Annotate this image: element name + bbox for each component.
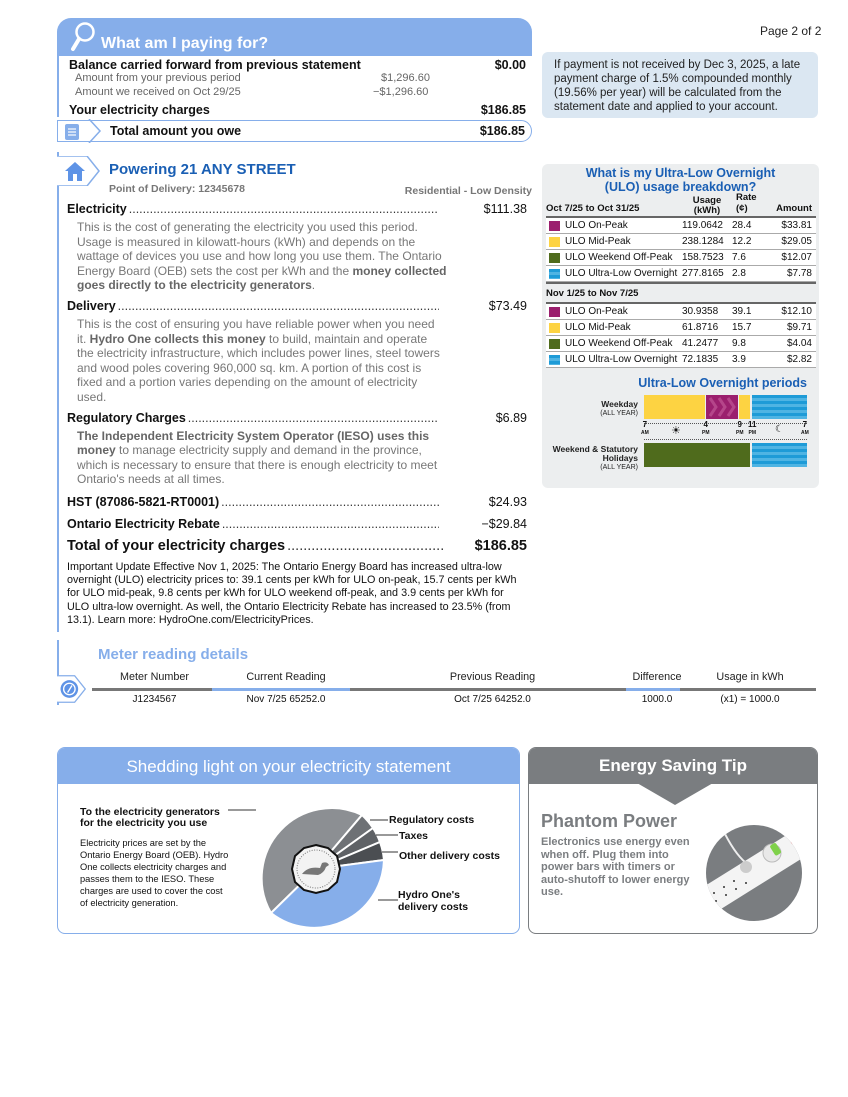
col-rate-header: Rate (¢)	[736, 192, 757, 214]
period-2-label: Nov 1/25 to Nov 7/25	[546, 282, 816, 302]
weekend-overnight-bar	[752, 443, 807, 467]
overnight-swatch-icon	[549, 269, 560, 279]
overnight-swatch-icon	[549, 355, 560, 365]
weekday-on-peak-bar	[706, 395, 738, 419]
generators-title: To the electricity generators for the electricity you use	[80, 806, 220, 829]
weekday-label: Weekday (ALL YEAR)	[600, 399, 638, 417]
hst-label: HST (87086-5821-RT0001)	[67, 494, 220, 509]
ulo-periods-title: Ultra-Low Overnight periods	[638, 376, 807, 390]
col-usage-header: Usage (kWh)	[692, 195, 722, 216]
rate-class: Residential - Low Density	[404, 185, 532, 197]
tip-header: Energy Saving Tip	[529, 748, 817, 784]
ulo-title: What is my Ultra-Low Overnight (ULO) usage breakdown?	[585, 166, 776, 194]
meter-value-row	[92, 691, 816, 707]
col-previous-reading: Previous Reading	[449, 671, 536, 683]
ulo-header-row	[546, 194, 816, 216]
total-charges-label: Total of your electricity charges	[67, 537, 286, 554]
difference: 1000.0	[641, 693, 673, 705]
electricity-line	[67, 202, 527, 216]
total-owe-bar	[57, 120, 532, 142]
total-charges-amount: $186.85	[474, 537, 527, 554]
shedding-light-box	[57, 747, 520, 934]
electricity-amount: $111.38	[483, 202, 527, 216]
period-1-label: Oct 7/25 to Oct 31/25	[546, 203, 640, 214]
weekend-swatch-icon	[549, 339, 560, 349]
regulatory-label: Regulatory Charges	[67, 410, 186, 425]
moon-icon: ☾	[775, 424, 784, 435]
received-row	[69, 86, 526, 100]
col-amount-header: Amount	[776, 203, 812, 214]
usage-kwh: (x1) = 1000.0	[720, 693, 780, 705]
col-usage: Usage in kWh	[716, 671, 784, 683]
col-meter-number: Meter Number	[120, 671, 189, 683]
weekday-mid-peak-bar-2	[739, 395, 750, 419]
ulo-row: ULO Mid-Peak 61.8716 15.7 $9.71	[546, 320, 816, 336]
section-border	[57, 202, 59, 632]
house-icon	[57, 156, 101, 186]
prev-period-label: Amount from your previous period	[75, 72, 241, 84]
regulatory-costs-label: Regulatory costs	[389, 814, 475, 826]
gauge-icon	[57, 674, 87, 704]
on-peak-swatch-icon	[549, 307, 560, 317]
ulo-row: ULO Ultra-Low Overnight 72.1835 3.9 $2.82	[546, 352, 816, 368]
balance-amount: $0.00	[494, 58, 526, 72]
weekend-off-peak-bar	[644, 443, 750, 467]
on-peak-swatch-icon	[549, 221, 560, 231]
ulo-row: ULO On-Peak 30.9358 39.1 $12.10	[546, 304, 816, 320]
rebate-line	[67, 517, 527, 531]
regulatory-desc: The Independent Electricity System Operator (IESO) uses this money to manage electricity supply and demand in the province, which is necessary to ensure that there is enough electricity to meet Ontario's needs at all times.	[77, 428, 438, 487]
charges-row	[69, 100, 526, 117]
col-current-reading: Current Reading	[246, 671, 326, 683]
ulo-breakdown-panel	[542, 164, 819, 488]
page-number: Page 2 of 2	[760, 24, 822, 38]
current-reading: Nov 7/25 65252.0	[246, 693, 326, 705]
balance-label: Balance carried forward from previous statement	[69, 58, 361, 72]
delivery-label: Delivery	[67, 298, 116, 313]
shedding-title: Shedding light on your electricity statement	[58, 748, 519, 784]
ulo-row: ULO Mid-Peak 238.1284 12.2 $29.05	[546, 234, 816, 250]
hydro-one-delivery-label: Hydro One's delivery costs	[398, 889, 469, 913]
paying-section	[57, 18, 532, 142]
hst-line	[67, 495, 527, 509]
weekend-swatch-icon	[549, 253, 560, 263]
hst-amount: $24.93	[488, 494, 527, 509]
total-owe-label: Total amount you owe	[110, 124, 242, 138]
important-update-notice: Important Update Effective Nov 1, 2025: The Ontario Energy Board has increased ultra-low overnight (ULO) electricity prices to: 39.1 cents per kWh for ULO on-peak, 15.7 cents per kWh for ULO mid-peak, 9.8 cents per kWh for ULO weekend off-peak, and 3.9 cents per kWh for ULO ultra-low overnight. As well, the Ontario Electricity Rebate has increased to 23.5% (from 13.1). Learn more: HydroOne.com/ElectricityPrices.	[67, 561, 517, 626]
powering-header	[57, 152, 532, 202]
ulo-row: ULO Ultra-Low Overnight 277.8165 2.8 $7.78	[546, 266, 816, 282]
scroll-document-icon	[62, 122, 82, 142]
prev-period-amount: $1,296.60	[381, 72, 430, 84]
magnifier-icon	[69, 21, 97, 53]
rebate-amount: −$29.84	[481, 516, 527, 531]
mid-peak-swatch-icon	[549, 237, 560, 247]
service-address: Powering 21 ANY STREET	[109, 161, 296, 178]
charges-label: Your electricity charges	[69, 103, 210, 117]
regulatory-line	[67, 411, 527, 425]
total-owe-amount: $186.85	[479, 124, 525, 138]
generators-text: Electricity prices are set by the Ontario Energy Board (OEB). Hydro One collects electricity charges and passes them to the IESO. These charges are used to cover the cost of electricity generation.	[80, 838, 229, 908]
paying-body	[57, 56, 532, 117]
delivery-line	[67, 299, 527, 313]
col-difference: Difference	[632, 671, 682, 683]
meter-header-row	[92, 671, 816, 688]
paying-title: What am I paying for?	[101, 35, 269, 52]
ulo-row: ULO Weekend Off-Peak 158.7523 7.6 $12.07	[546, 250, 816, 266]
electricity-desc: This is the cost of generating the electricity you used this period. Usage is measured in kilowatt-hours (kWh) and depends on the wattage of devices you use and how long you use them. The Ontario Energy Board (OEB) sets the cost per kWh and the money collected goes directly to the electricity generators.	[77, 220, 447, 293]
tip-title: Phantom Power	[541, 811, 678, 831]
weekday-mid-peak-bar	[644, 395, 705, 419]
paying-header	[57, 18, 532, 56]
total-charges-line	[67, 538, 527, 554]
balance-row	[69, 56, 526, 72]
point-of-delivery: Point of Delivery: 12345678	[109, 183, 245, 195]
tip-text: Electronics use energy even when off. Plug them into power bars with timers or auto-shutoff to lower energy use.	[541, 836, 690, 898]
taxes-label: Taxes	[399, 830, 428, 842]
charges-list	[67, 202, 527, 554]
time-axis: 7 AM ☀ 4 PM 9 PM 11 PM ☾ 7 AM	[644, 423, 807, 440]
rebate-label: Ontario Electricity Rebate	[67, 516, 220, 531]
charges-amount: $186.85	[480, 103, 526, 117]
power-bar-icon	[704, 823, 804, 923]
received-label: Amount we received on Oct 29/25	[75, 86, 241, 98]
other-delivery-label: Other delivery costs	[399, 850, 500, 862]
ulo-row: ULO On-Peak 119.0642 28.4 $33.81	[546, 218, 816, 234]
delivery-amount: $73.49	[488, 298, 527, 313]
ulo-row: ULO Weekend Off-Peak 41.2477 9.8 $4.04	[546, 336, 816, 352]
electricity-label: Electricity	[67, 202, 127, 216]
late-payment-notice: If payment is not received by Dec 3, 2025, a late payment charge of 1.5% compounded monthly (19.56% per year) will be calculated from the statement date and applied to your account.	[542, 52, 818, 118]
mid-peak-swatch-icon	[549, 323, 560, 333]
weekend-label: Weekend & Statutory Holidays (ALL YEAR)	[552, 444, 638, 471]
meter-table	[92, 671, 816, 707]
prev-period-row	[69, 72, 526, 86]
previous-reading: Oct 7/25 64252.0	[454, 693, 531, 705]
sun-icon: ☀	[671, 425, 681, 437]
meter-title: Meter reading details	[98, 646, 249, 663]
regulatory-amount: $6.89	[495, 410, 527, 425]
cost-pie-chart	[228, 788, 398, 933]
delivery-desc: This is the cost of ensuring you have reliable power when you need it. Hydro One collects this money to build, maintain and operate the electricity infrastructure, which includes power lines, steel towers and wood poles covering 960,000 sq. km. A portion of this cost is fixed and a portion varies depending on the amount of electricity used.	[77, 316, 440, 404]
weekday-overnight-bar	[752, 395, 807, 419]
ulo-table	[546, 194, 816, 368]
energy-saving-tip-box	[528, 747, 818, 934]
chevron-right-icon	[88, 119, 102, 143]
meter-number: J1234567	[132, 693, 177, 705]
received-amount: −$1,296.60	[373, 86, 429, 98]
